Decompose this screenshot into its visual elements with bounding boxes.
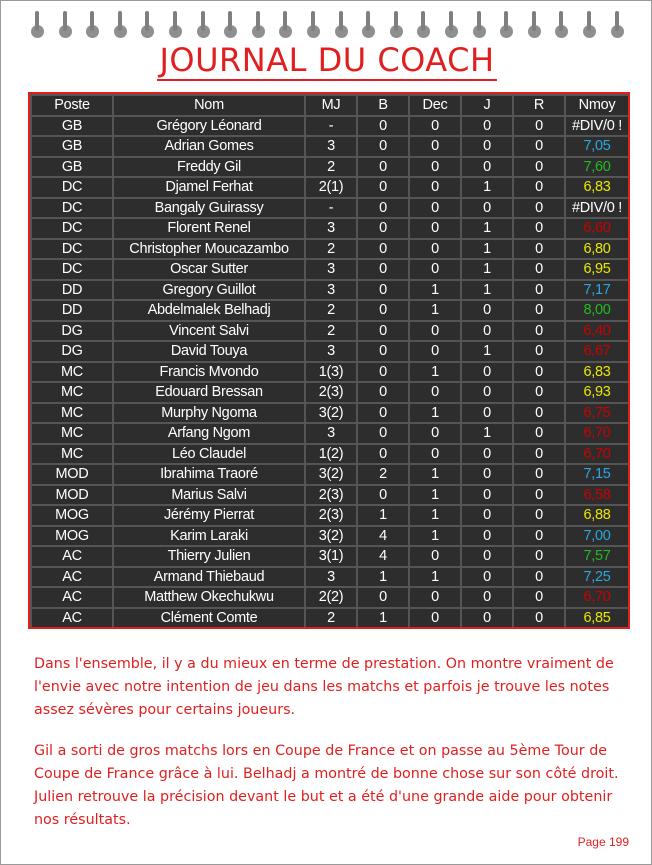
- cell-r: 0: [514, 240, 564, 259]
- page-title: [1, 41, 652, 79]
- cell-poste: DC: [32, 240, 112, 259]
- cell-r: 0: [514, 445, 564, 464]
- cell-poste: GB: [32, 137, 112, 156]
- table-row: [32, 383, 628, 402]
- cell-dec: 1: [410, 281, 460, 300]
- cell-b: 0: [358, 383, 408, 402]
- table-row: [32, 137, 628, 156]
- cell-dec: 0: [410, 424, 460, 443]
- cell-nmoy: 6,60: [566, 219, 628, 238]
- cell-b: 0: [358, 178, 408, 197]
- cell-poste: MC: [32, 404, 112, 423]
- cell-j: 0: [462, 609, 512, 628]
- cell-nom: Murphy Ngoma: [114, 404, 304, 423]
- cell-b: 0: [358, 301, 408, 320]
- player-stats-table: [30, 94, 630, 629]
- cell-j: 0: [462, 322, 512, 341]
- cell-j: 1: [462, 178, 512, 197]
- table-row: [32, 609, 628, 628]
- cell-b: 0: [358, 240, 408, 259]
- cell-r: 0: [514, 281, 564, 300]
- cell-mj: 3: [306, 568, 356, 587]
- cell-nom: Gregory Guillot: [114, 281, 304, 300]
- cell-poste: MOD: [32, 465, 112, 484]
- cell-r: 0: [514, 486, 564, 505]
- cell-mj: 1(2): [306, 445, 356, 464]
- binding-ring: [581, 11, 597, 41]
- binding-ring: [250, 11, 266, 41]
- cell-r: 0: [514, 199, 564, 218]
- cell-nmoy: 6,95: [566, 260, 628, 279]
- cell-r: 0: [514, 363, 564, 382]
- cell-dec: 1: [410, 486, 460, 505]
- cell-b: 0: [358, 363, 408, 382]
- cell-nmoy: 6,88: [566, 506, 628, 525]
- table-row: [32, 424, 628, 443]
- cell-nmoy: 7,57: [566, 547, 628, 566]
- table-row: [32, 527, 628, 546]
- cell-b: 0: [358, 158, 408, 177]
- cell-j: 0: [462, 588, 512, 607]
- cell-j: 0: [462, 404, 512, 423]
- binding-ring: [29, 11, 45, 41]
- cell-mj: 2(3): [306, 506, 356, 525]
- binding-ring: [333, 11, 349, 41]
- cell-nom: Freddy Gil: [114, 158, 304, 177]
- column-header: B: [358, 96, 408, 115]
- cell-nmoy: 7,17: [566, 281, 628, 300]
- cell-j: 0: [462, 465, 512, 484]
- cell-nmoy: #DIV/0 !: [566, 199, 628, 218]
- cell-poste: AC: [32, 547, 112, 566]
- table-row: [32, 445, 628, 464]
- table-row: [32, 486, 628, 505]
- binding-ring: [167, 11, 183, 41]
- table-row: [32, 178, 628, 197]
- cell-j: 0: [462, 568, 512, 587]
- cell-poste: MOG: [32, 527, 112, 546]
- cell-poste: MOD: [32, 486, 112, 505]
- cell-nom: Abdelmalek Belhadj: [114, 301, 304, 320]
- binding-ring: [277, 11, 293, 41]
- cell-poste: MC: [32, 363, 112, 382]
- coach-notes: [34, 653, 634, 850]
- cell-j: 0: [462, 117, 512, 136]
- cell-j: 0: [462, 445, 512, 464]
- cell-nom: Clément Comte: [114, 609, 304, 628]
- table-row: [32, 219, 628, 238]
- cell-j: 0: [462, 199, 512, 218]
- cell-r: 0: [514, 158, 564, 177]
- cell-mj: 2(2): [306, 588, 356, 607]
- cell-j: 1: [462, 260, 512, 279]
- table-row: [32, 281, 628, 300]
- cell-mj: 3: [306, 219, 356, 238]
- table-row: [32, 240, 628, 259]
- cell-r: 0: [514, 322, 564, 341]
- cell-nom: Vincent Salvi: [114, 322, 304, 341]
- cell-nmoy: 8,00: [566, 301, 628, 320]
- cell-nom: Karim Laraki: [114, 527, 304, 546]
- cell-poste: DC: [32, 178, 112, 197]
- spiral-binding: [29, 11, 629, 41]
- column-header: J: [462, 96, 512, 115]
- cell-nom: Matthew Okechukwu: [114, 588, 304, 607]
- cell-mj: 3: [306, 424, 356, 443]
- column-header: R: [514, 96, 564, 115]
- cell-b: 0: [358, 281, 408, 300]
- cell-r: 0: [514, 588, 564, 607]
- cell-dec: 1: [410, 465, 460, 484]
- cell-dec: 0: [410, 322, 460, 341]
- cell-j: 0: [462, 301, 512, 320]
- cell-poste: DG: [32, 342, 112, 361]
- table-row: [32, 322, 628, 341]
- cell-nmoy: 6,58: [566, 486, 628, 505]
- cell-j: 0: [462, 137, 512, 156]
- cell-poste: DC: [32, 199, 112, 218]
- table-row: [32, 199, 628, 218]
- table-row: [32, 342, 628, 361]
- cell-nmoy: 6,83: [566, 363, 628, 382]
- cell-r: 0: [514, 219, 564, 238]
- table-row: [32, 363, 628, 382]
- cell-j: 1: [462, 219, 512, 238]
- cell-nmoy: 7,00: [566, 527, 628, 546]
- cell-dec: 0: [410, 260, 460, 279]
- page-number: Page 199: [577, 835, 629, 849]
- cell-r: 0: [514, 424, 564, 443]
- cell-poste: GB: [32, 158, 112, 177]
- cell-nom: Marius Salvi: [114, 486, 304, 505]
- cell-nom: Djamel Ferhat: [114, 178, 304, 197]
- cell-j: 0: [462, 363, 512, 382]
- cell-poste: AC: [32, 568, 112, 587]
- cell-nom: Grégory Léonard: [114, 117, 304, 136]
- cell-nom: Adrian Gomes: [114, 137, 304, 156]
- table-row: [32, 301, 628, 320]
- cell-nmoy: #DIV/0 !: [566, 117, 628, 136]
- cell-nom: David Touya: [114, 342, 304, 361]
- table-row: [32, 506, 628, 525]
- cell-b: 0: [358, 137, 408, 156]
- cell-mj: 3(2): [306, 527, 356, 546]
- cell-mj: 3: [306, 342, 356, 361]
- cell-b: 1: [358, 609, 408, 628]
- cell-mj: 2: [306, 609, 356, 628]
- cell-b: 0: [358, 199, 408, 218]
- cell-nom: Edouard Bressan: [114, 383, 304, 402]
- cell-j: 0: [462, 158, 512, 177]
- cell-nmoy: 6,67: [566, 342, 628, 361]
- cell-dec: 0: [410, 199, 460, 218]
- cell-nmoy: 7,25: [566, 568, 628, 587]
- table-row: [32, 260, 628, 279]
- cell-dec: 0: [410, 137, 460, 156]
- binding-ring: [553, 11, 569, 41]
- column-header: Nmoy: [566, 96, 628, 115]
- binding-ring: [609, 11, 625, 41]
- cell-j: 0: [462, 486, 512, 505]
- cell-mj: 3(2): [306, 404, 356, 423]
- table-row: [32, 158, 628, 177]
- cell-r: 0: [514, 342, 564, 361]
- binding-ring: [195, 11, 211, 41]
- cell-mj: 3: [306, 137, 356, 156]
- cell-poste: DC: [32, 260, 112, 279]
- cell-r: 0: [514, 568, 564, 587]
- cell-nmoy: 6,70: [566, 445, 628, 464]
- cell-mj: 2(1): [306, 178, 356, 197]
- cell-poste: DD: [32, 301, 112, 320]
- cell-nom: Arfang Ngom: [114, 424, 304, 443]
- table-row: [32, 568, 628, 587]
- cell-r: 0: [514, 506, 564, 525]
- cell-dec: 1: [410, 527, 460, 546]
- cell-b: 0: [358, 486, 408, 505]
- column-header: Dec: [410, 96, 460, 115]
- cell-nom: Florent Renel: [114, 219, 304, 238]
- cell-dec: 0: [410, 219, 460, 238]
- cell-dec: 0: [410, 445, 460, 464]
- cell-dec: 0: [410, 342, 460, 361]
- cell-r: 0: [514, 178, 564, 197]
- cell-mj: 3(1): [306, 547, 356, 566]
- binding-ring: [222, 11, 238, 41]
- cell-mj: 3: [306, 260, 356, 279]
- cell-mj: 3: [306, 281, 356, 300]
- cell-b: 4: [358, 527, 408, 546]
- cell-dec: 0: [410, 178, 460, 197]
- cell-nmoy: 7,15: [566, 465, 628, 484]
- cell-r: 0: [514, 609, 564, 628]
- table-row: [32, 465, 628, 484]
- cell-j: 0: [462, 383, 512, 402]
- binding-ring: [305, 11, 321, 41]
- cell-nmoy: 6,85: [566, 609, 628, 628]
- column-header: Poste: [32, 96, 112, 115]
- cell-r: 0: [514, 527, 564, 546]
- cell-j: 1: [462, 342, 512, 361]
- binding-ring: [388, 11, 404, 41]
- cell-dec: 1: [410, 568, 460, 587]
- table-header-row: [32, 96, 628, 115]
- cell-dec: 0: [410, 158, 460, 177]
- cell-mj: 2(3): [306, 486, 356, 505]
- table-body: [32, 117, 628, 628]
- cell-nmoy: 6,75: [566, 404, 628, 423]
- cell-dec: 0: [410, 588, 460, 607]
- cell-nom: Léo Claudel: [114, 445, 304, 464]
- cell-nmoy: 7,60: [566, 158, 628, 177]
- cell-r: 0: [514, 137, 564, 156]
- cell-dec: 0: [410, 547, 460, 566]
- cell-poste: DG: [32, 322, 112, 341]
- binding-ring: [139, 11, 155, 41]
- cell-r: 0: [514, 117, 564, 136]
- cell-poste: MC: [32, 445, 112, 464]
- cell-dec: 0: [410, 609, 460, 628]
- cell-j: 1: [462, 424, 512, 443]
- cell-b: 0: [358, 260, 408, 279]
- cell-j: 0: [462, 527, 512, 546]
- cell-j: 1: [462, 281, 512, 300]
- binding-ring: [360, 11, 376, 41]
- cell-mj: 2: [306, 240, 356, 259]
- cell-nmoy: 6,93: [566, 383, 628, 402]
- stats-table-frame: [28, 92, 630, 629]
- cell-r: 0: [514, 301, 564, 320]
- cell-dec: 1: [410, 363, 460, 382]
- cell-poste: AC: [32, 609, 112, 628]
- cell-mj: 2(3): [306, 383, 356, 402]
- column-header: Nom: [114, 96, 304, 115]
- cell-poste: AC: [32, 588, 112, 607]
- cell-nom: Francis Mvondo: [114, 363, 304, 382]
- binding-ring: [84, 11, 100, 41]
- binding-ring: [471, 11, 487, 41]
- cell-nom: Bangaly Guirassy: [114, 199, 304, 218]
- binding-ring: [526, 11, 542, 41]
- cell-mj: 2: [306, 158, 356, 177]
- cell-poste: DD: [32, 281, 112, 300]
- cell-dec: 0: [410, 117, 460, 136]
- table-row: [32, 588, 628, 607]
- cell-poste: MC: [32, 383, 112, 402]
- cell-b: 0: [358, 424, 408, 443]
- cell-b: 0: [358, 404, 408, 423]
- cell-dec: 0: [410, 240, 460, 259]
- cell-dec: 1: [410, 301, 460, 320]
- cell-nmoy: 6,80: [566, 240, 628, 259]
- cell-b: 1: [358, 506, 408, 525]
- cell-nom: Armand Thiebaud: [114, 568, 304, 587]
- cell-j: 0: [462, 547, 512, 566]
- cell-mj: -: [306, 117, 356, 136]
- cell-nmoy: 6,40: [566, 322, 628, 341]
- cell-r: 0: [514, 547, 564, 566]
- cell-nom: Oscar Sutter: [114, 260, 304, 279]
- cell-b: 1: [358, 568, 408, 587]
- binding-ring: [57, 11, 73, 41]
- binding-ring: [415, 11, 431, 41]
- cell-nom: Christopher Moucazambo: [114, 240, 304, 259]
- cell-r: 0: [514, 465, 564, 484]
- binding-ring: [443, 11, 459, 41]
- cell-nmoy: 6,83: [566, 178, 628, 197]
- cell-b: 2: [358, 465, 408, 484]
- cell-mj: 2: [306, 301, 356, 320]
- cell-dec: 1: [410, 506, 460, 525]
- cell-mj: 2: [306, 322, 356, 341]
- cell-b: 0: [358, 322, 408, 341]
- binding-ring: [498, 11, 514, 41]
- table-row: [32, 117, 628, 136]
- table-row: [32, 547, 628, 566]
- cell-nmoy: 6,70: [566, 424, 628, 443]
- cell-poste: MC: [32, 424, 112, 443]
- cell-r: 0: [514, 383, 564, 402]
- note-paragraph-1: Dans l'ensemble, il y a du mieux en terme de prestation. On montre vraiment de l'envie avec notre intention de jeu dans les matchs et parfois je trouve les notes assez sévères pour certains joueurs.: [34, 656, 614, 718]
- cell-b: 0: [358, 219, 408, 238]
- cell-b: 4: [358, 547, 408, 566]
- cell-nmoy: 6,70: [566, 588, 628, 607]
- cell-nom: Thierry Julien: [114, 547, 304, 566]
- cell-dec: 0: [410, 383, 460, 402]
- cell-poste: DC: [32, 219, 112, 238]
- cell-mj: 1(3): [306, 363, 356, 382]
- cell-mj: 3(2): [306, 465, 356, 484]
- cell-b: 0: [358, 588, 408, 607]
- page-title-text: JOURNAL DU COACH: [159, 41, 495, 79]
- binding-ring: [112, 11, 128, 41]
- cell-r: 0: [514, 260, 564, 279]
- cell-nom: Jérémy Pierrat: [114, 506, 304, 525]
- cell-nom: Ibrahima Traoré: [114, 465, 304, 484]
- cell-mj: -: [306, 199, 356, 218]
- cell-j: 1: [462, 240, 512, 259]
- cell-poste: GB: [32, 117, 112, 136]
- cell-nmoy: 7,05: [566, 137, 628, 156]
- table-row: [32, 404, 628, 423]
- column-header: MJ: [306, 96, 356, 115]
- note-paragraph-2: Gil a sorti de gros matchs lors en Coupe de France et on passe au 5ème Tour de Coupe de France grâce à lui. Belhadj a montré de bonne chose sur son côté droit. Julien retrouve la précision devant le but et a été d'une grande aide pour obtenir nos résultats.: [34, 743, 619, 828]
- cell-b: 0: [358, 445, 408, 464]
- cell-r: 0: [514, 404, 564, 423]
- cell-poste: MOG: [32, 506, 112, 525]
- cell-b: 0: [358, 117, 408, 136]
- cell-b: 0: [358, 342, 408, 361]
- cell-dec: 1: [410, 404, 460, 423]
- cell-j: 0: [462, 506, 512, 525]
